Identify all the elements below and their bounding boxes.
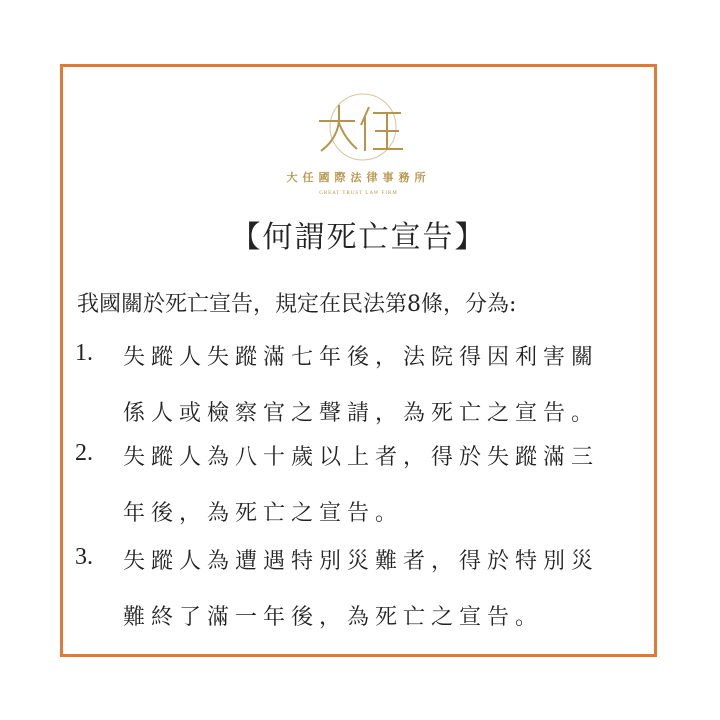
list-item-line-1: 失蹤人失蹤滿七年後，法院得因利害關: [123, 345, 600, 370]
firm-logo: [63, 91, 654, 196]
list-item-number: 2.: [75, 440, 93, 466]
list-item-line-2: 年後，為死亡之宣告。: [123, 501, 404, 526]
list-item-line-2: 係人或檢察官之聲請，為死亡之宣告。: [123, 401, 600, 426]
firm-name-zh: 大任國際法律事務所: [286, 171, 431, 184]
content-frame: [60, 64, 657, 657]
list-item-line-1: 失蹤人為遭遇特別災難者，得於特別災: [123, 549, 600, 574]
list-item-line-2: 難終了滿一年後，為死亡之宣告。: [123, 605, 544, 630]
list-item-number: 1.: [75, 340, 93, 366]
firm-name-en: GREAT TRUST LAW FIRM: [319, 191, 398, 196]
list-item-line-1: 失蹤人為八十歲以上者，得於失蹤滿三: [123, 445, 600, 470]
intro-text: 我國關於死亡宣告，規定在民法第8條，分為:: [77, 292, 517, 317]
list-item-number: 3.: [75, 544, 93, 570]
page-title: 【何謂死亡宣告】: [230, 220, 487, 255]
firm-logo-mark-icon: [309, 91, 409, 163]
